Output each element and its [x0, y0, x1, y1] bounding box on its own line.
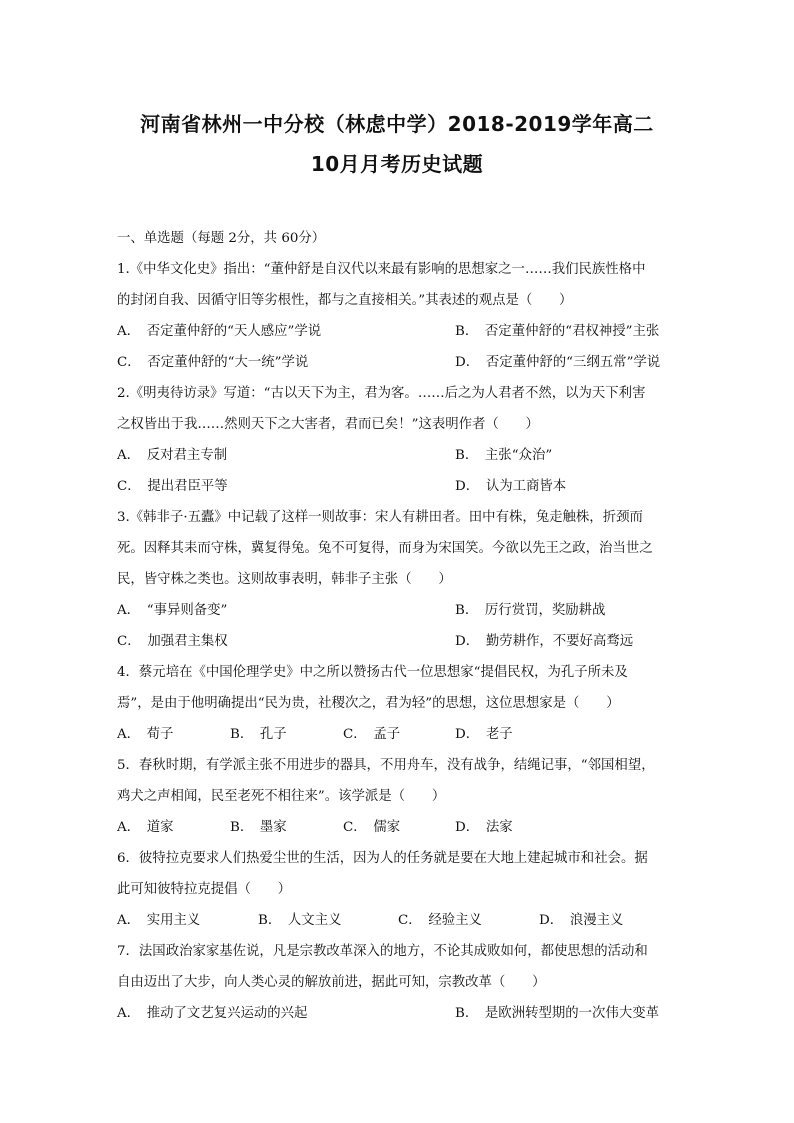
question-stem-line: 此可知彼特拉克提倡（ ）: [117, 882, 292, 897]
question-stem-line: 的封闭自我、因循守旧等劣根性，都与之直接相关。”其表述的观点是（ ）: [117, 293, 573, 308]
option-b: B． 否定董仲舒的“君权神授”主张: [455, 324, 660, 339]
option-d: D． 认为工商皆本: [455, 479, 567, 494]
question-stem-line: 鸡犬之声相闻，民至老死不相往来”。该学派是（ ）: [117, 789, 446, 804]
option-a: A． 否定董仲舒的“天人感应”学说: [117, 324, 322, 339]
option-c: C． 孟子: [343, 727, 401, 742]
option-d: D． 浪漫主义: [539, 913, 624, 928]
option-c: C． 经验主义: [398, 913, 482, 928]
question-stem-line: 6．彼特拉克要求人们热爱尘世的生活，因为人的任务就是要在大地上建起城市和社会。据: [117, 851, 648, 866]
option-c: C． 提出君臣平等: [117, 479, 228, 494]
question-stem-line: 之权皆出于我……然则天下之大害者，君而已矣！”这表明作者（ ）: [117, 417, 539, 432]
option-c: C． 儒家: [343, 820, 401, 835]
option-b: B． 厉行赏罚，奖励耕战: [455, 603, 606, 618]
question-stem-line: 民，皆守株之类也。这则故事表明，韩非子主张（ ）: [117, 572, 452, 587]
option-b: B． 主张“众治”: [455, 448, 553, 463]
question-stem-line: 自由迈出了大步，向人类心灵的解放前进，据此可知，宗教改革（ ）: [117, 975, 546, 990]
question-stem-line: 焉”，是由于他明确提出“民为贵，社稷次之，君为轻”的思想，这位思想家是（ ）: [117, 696, 620, 711]
option-d: D． 老子: [455, 727, 513, 742]
option-a: A． 道家: [117, 820, 174, 835]
option-b: B． 墨家: [230, 820, 287, 835]
question-stem-line: 1.《中华文化史》指出：“董仲舒是自汉代以来最有影响的思想家之一……我们民族性格中: [117, 262, 646, 277]
option-d: D． 勤劳耕作，不要好高骛远: [455, 634, 634, 649]
section-header: 一、单选题（每题 2分，共 60分）: [117, 231, 326, 246]
question-stem-line: 7．法国政治家家基佐说，凡是宗教改革深入的地方，不论其成败如何，都使思想的活动和: [117, 944, 648, 959]
option-a: A． 实用主义: [117, 913, 201, 928]
question-stem-line: 3.《韩非子·五蠹》中记载了这样一则故事：宋人有耕田者。田中有株，兔走触株，折颈而: [117, 510, 643, 525]
question-stem-line: 2.《明夷待访录》写道：“古以天下为主，君为客。……后之为人君者不然，以为天下利害: [117, 386, 646, 401]
option-b: B． 孔子: [230, 727, 287, 742]
option-d: D． 法家: [455, 820, 513, 835]
option-d: D． 否定董仲舒的“三纲五常”学说: [455, 355, 661, 370]
option-b: B． 人文主义: [258, 913, 342, 928]
option-a: A． 推动了文艺复兴运动的兴起: [117, 1006, 308, 1021]
question-stem-line: 死。因释其耒而守株，冀复得兔。兔不可复得，而身为宋国笑。今欲以先王之政，治当世之: [117, 541, 653, 556]
option-a: A． 反对君主专制: [117, 448, 228, 463]
option-a: A． “事异则备变”: [117, 603, 228, 618]
exam-title-line2: 10月月考历史试题: [310, 152, 484, 176]
option-a: A． 荀子: [117, 727, 174, 742]
option-b: B． 是欧洲转型期的一次伟大变革: [455, 1006, 659, 1021]
exam-title-line1: 河南省林州一中分校（林虑中学）2018-2019学年高二: [140, 112, 654, 136]
option-c: C． 加强君主集权: [117, 634, 228, 649]
question-stem-line: 4．蔡元培在《中国伦理学史》中之所以赞扬古代一位思想家“提倡民权，为孔子所未及: [117, 665, 628, 680]
option-c: C． 否定董仲舒的“大一统”学说: [117, 355, 309, 370]
question-stem-line: 5．春秋时期，有学派主张不用进步的器具，不用舟车，没有战争，结绳记事，“邻国相望，: [117, 758, 655, 773]
